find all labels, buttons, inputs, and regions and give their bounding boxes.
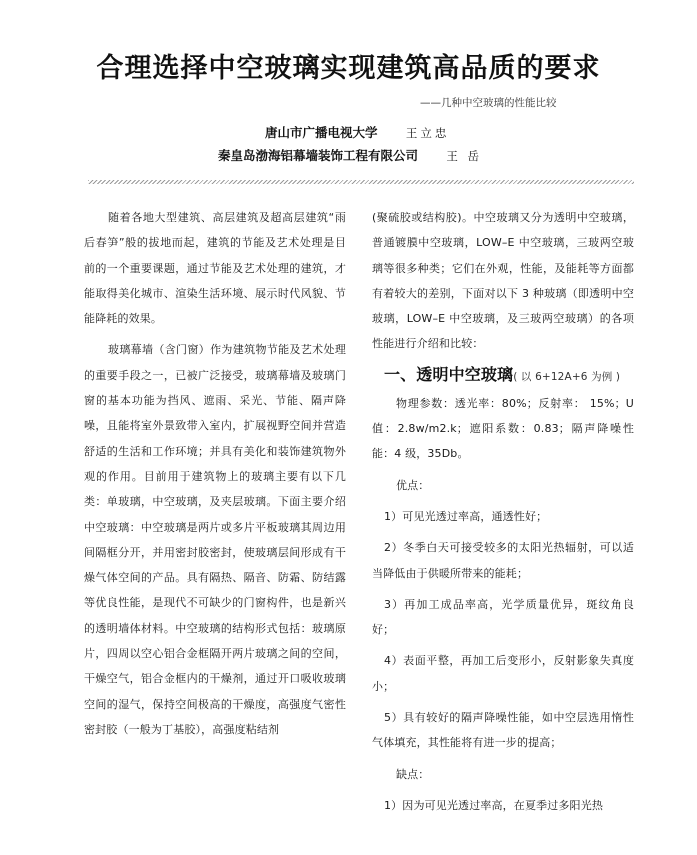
header-divider	[88, 180, 634, 184]
list-item: 3）再加工成品率高，光学质量优异，斑纹角良好；	[372, 597, 634, 637]
article-title: 合理选择中空玻璃实现建筑高品质的要求	[96, 53, 601, 84]
left-column	[84, 205, 346, 742]
article-subtitle: ——几种中空玻璃的性能比较	[420, 97, 557, 109]
author-name: 王立忠	[405, 126, 450, 140]
list-item: 1）因为可见光透过率高，在夏季过多阳光热	[384, 798, 603, 812]
author-line-1	[265, 123, 449, 141]
physical-params: 物理参数：透光率：80%；反射率： 15%；U 值：2.8w/m2.k；遮阳系数：0.83；隔声降噪性能：4 级，35Db。	[372, 396, 634, 461]
author-line-2	[218, 146, 482, 164]
author-affiliation: 秦皇岛渤海铝幕墙装饰工程有限公司	[218, 148, 419, 163]
author-affiliation: 唐山市广播电视大学	[265, 125, 378, 140]
body-paragraph: 玻璃幕墙（含门窗）作为建筑物节能及艺术处理的重要手段之一，已被广泛接受，玻璃幕墙及玻璃门窗的基本功能为挡风、遮雨、采光、节能、隔声降噪，且能将室外景致带入室内，扩展视野空间并营造舒适的生活和工作环境；并具有美化和装饰建筑物外观的作用。目前用于建筑物上的玻璃主要有以下几类：单玻璃，中空玻璃，及夹层玻璃。下面主要介绍中空玻璃：中空玻璃是两片或多片平板玻璃其周边用间隔框分开，并用密封胶密封，使玻璃层间形成有干燥气体空间的产品。具有隔热、隔音、防霜、防结露等优良性能，是现代不可缺少的门窗构件，也是新兴的透明墙体材料。中空玻璃的结构形式包括：玻璃原片，四周以空心铝合金框隔开两片玻璃之间的空间，干燥空气，铝合金框内的干燥剂，通过开口吸收玻璃空间的湿气，保持空间极高的干燥度，高强度气密性密封胶（一般为丁基胶），高强度粘结剂	[84, 343, 346, 736]
cons-label: 缺点：	[396, 767, 430, 781]
section-note: ( 以 6+12A+6 为例 )	[513, 370, 621, 383]
list-item: 5）具有较好的隔声降噪性能，如中空层选用惰性气体填充，其性能将有进一步的提高；	[372, 711, 634, 750]
list-item: 1）可见光透过率高，通透性好；	[384, 509, 548, 523]
body-paragraph: 随着各地大型建筑、高层建筑及超高层建筑“雨后春笋”般的拔地而起，建筑的节能及艺术处理是目前的一个重要课题，通过节能及艺术处理的建筑，才能取得美化城市、渲染生活环境、展示时代风貌、节能降耗的效果。	[84, 211, 346, 326]
right-column	[372, 205, 634, 818]
list-item: 4）表面平整，再加工后变形小，反射影象失真度小；	[372, 654, 634, 693]
list-item: 2）冬季白天可接受较多的太阳光热辐射，可以适当降低由于供暖所带来的能耗；	[372, 541, 634, 580]
section-heading	[372, 361, 634, 391]
author-name: 王 岳	[446, 149, 483, 163]
body-paragraph: (聚硫胶或结构胶)。中空玻璃又分为透明中空玻璃，普通镀膜中空玻璃，LOW–E 中空玻璃，三玻两空玻璃等很多种类；它们在外观，性能，及能耗等方面都有着较大的差别，下面对以下 3 种玻璃（即透明中空玻璃，LOW–E 中空玻璃，及三玻两空玻璃）的各项性能进行介绍和比较：	[372, 211, 634, 351]
section-title: 一、透明中空玻璃	[384, 364, 514, 384]
pros-label: 优点：	[396, 478, 430, 492]
